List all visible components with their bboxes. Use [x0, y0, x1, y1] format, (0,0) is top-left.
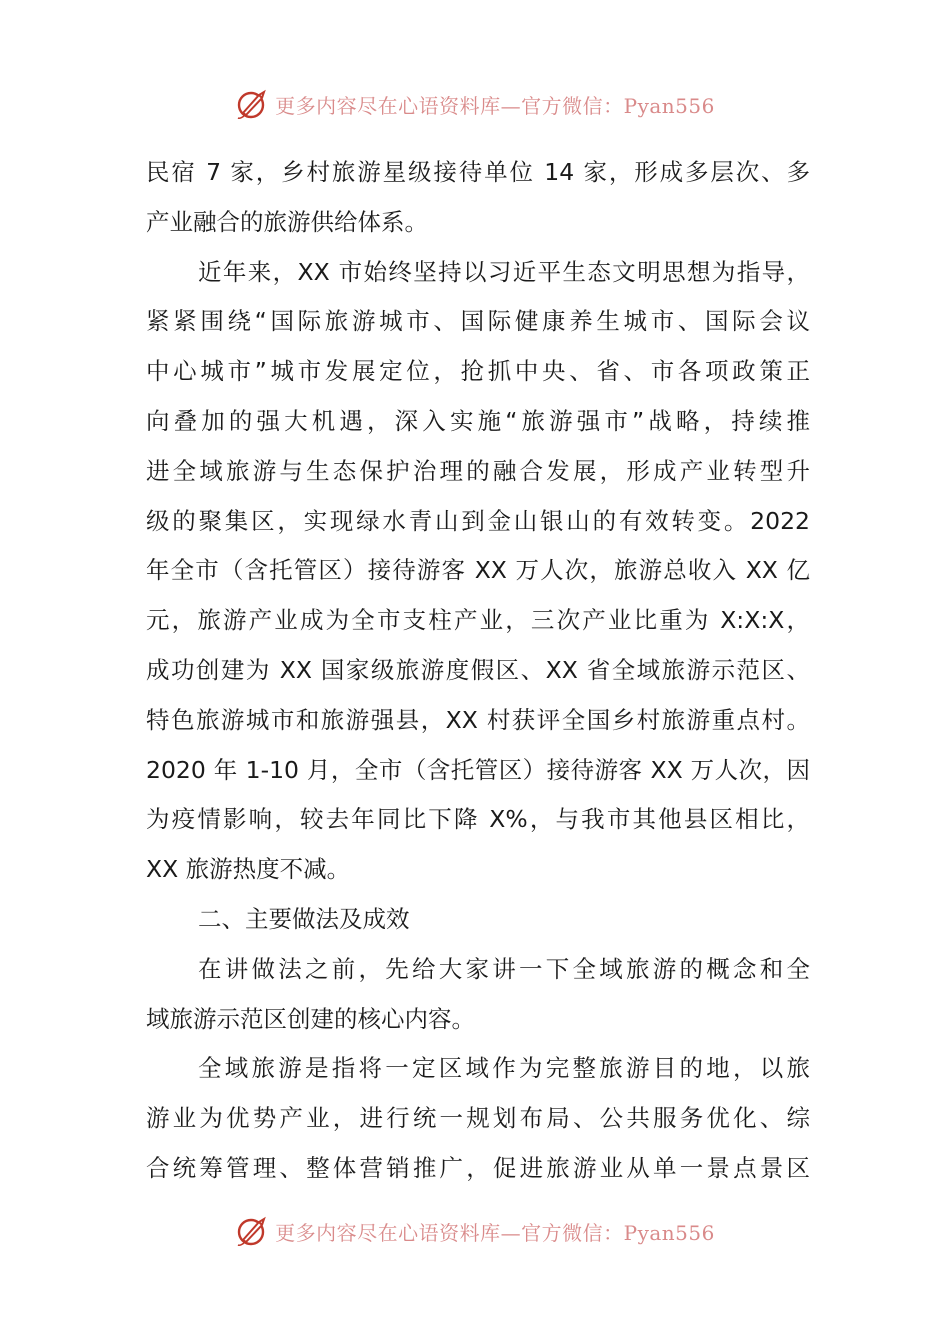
text-line: 中心城市”城市发展定位，抢抓中央、省、市各项政策正	[146, 357, 810, 386]
text-line: 全域旅游是指将一定区域作为完整旅游目的地，以旅	[198, 1054, 810, 1083]
text-line: 游业为优势产业，进行统一规划布局、公共服务优化、综	[146, 1104, 810, 1133]
text-line: 元，旅游产业成为全市支柱产业，三次产业比重为 X:X:X，	[146, 606, 810, 635]
text-line: 2020 年 1-10 月，全市（含托管区）接待游客 XX 万人次，因	[146, 755, 810, 784]
banner-text: 更多内容尽在心语资料库—官方微信：Pyan556	[275, 93, 715, 118]
text-line: 合统筹管理、整体营销推广，促进旅游业从单一景点景区	[146, 1153, 810, 1182]
banner-text: 更多内容尽在心语资料库—官方微信：Pyan556	[275, 1220, 715, 1245]
pen-nib-logo-icon	[235, 1213, 271, 1249]
text-line: 近年来，XX 市始终坚持以习近平生态文明思想为指导，	[198, 257, 810, 286]
text-line: XX 旅游热度不减。	[146, 855, 351, 884]
text-line: 年全市（含托管区）接待游客 XX 万人次，旅游总收入 XX 亿	[146, 556, 810, 585]
text-line: 域旅游示范区创建的核心内容。	[146, 1004, 475, 1033]
footer-banner	[0, 1211, 950, 1251]
text-line: 产业融合的旅游供给体系。	[146, 207, 428, 236]
text-line: 为疫情影响，较去年同比下降 X%，与我市其他县区相比，	[146, 805, 810, 834]
header-banner	[0, 84, 950, 124]
text-line: 成功创建为 XX 国家级旅游度假区、XX 省全域旅游示范区、	[146, 655, 810, 684]
document-body	[146, 148, 810, 1194]
section-heading: 二、主要做法及成效	[198, 904, 410, 933]
text-line: 紧紧围绕“国际旅游城市、国际健康养生城市、国际会议	[146, 307, 810, 336]
text-line: 向叠加的强大机遇，深入实施“旅游强市”战略，持续推	[146, 406, 810, 435]
text-line: 在讲做法之前，先给大家讲一下全域旅游的概念和全	[198, 954, 810, 983]
text-line: 民宿 7 家，乡村旅游星级接待单位 14 家，形成多层次、多	[146, 158, 810, 186]
text-line: 级的聚集区，实现绿水青山到金山银山的有效转变。2022	[146, 506, 810, 535]
text-line: 特色旅游城市和旅游强县，XX 村获评全国乡村旅游重点村。	[146, 705, 810, 734]
pen-nib-logo-icon	[235, 86, 271, 122]
text-line: 进全域旅游与生态保护治理的融合发展，形成产业转型升	[146, 456, 810, 485]
